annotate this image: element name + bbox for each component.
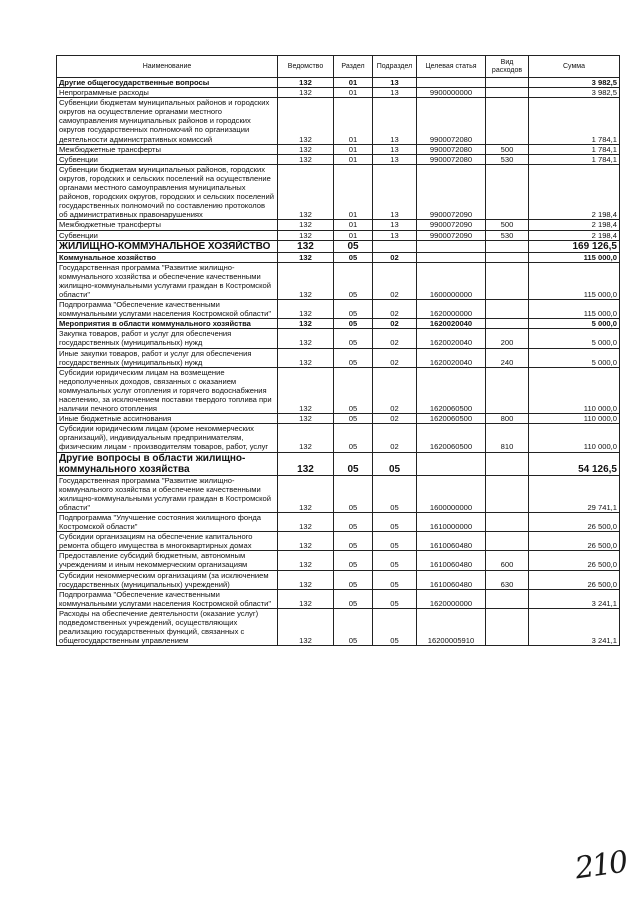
cell-name: Подпрограмма "Обеспечение качественными коммунальными услугами населения Костромской области" <box>57 589 278 608</box>
cell-podrazdel <box>373 240 417 252</box>
cell-vid <box>486 262 529 299</box>
cell-summa: 26 500,0 <box>529 570 620 589</box>
cell-statya <box>417 452 486 475</box>
cell-statya: 1610060480 <box>417 551 486 570</box>
cell-summa: 3 241,1 <box>529 589 620 608</box>
cell-vid <box>486 608 529 645</box>
cell-podrazdel: 05 <box>373 551 417 570</box>
cell-summa: 1 784,1 <box>529 154 620 164</box>
cell-podrazdel: 05 <box>373 475 417 512</box>
cell-vid <box>486 164 529 220</box>
table-row <box>57 88 620 98</box>
cell-name: Государственная программа "Развитие жилищно-коммунального хозяйства и обеспечение качественными жилищно-коммунальными услугами граждан в Костромской области" <box>57 475 278 512</box>
header-vid: Вид расходов <box>486 56 529 78</box>
cell-razdel: 01 <box>334 88 373 98</box>
cell-statya: 1610060480 <box>417 570 486 589</box>
cell-vid: 200 <box>486 329 529 348</box>
cell-podrazdel: 13 <box>373 144 417 154</box>
cell-vid <box>486 319 529 329</box>
cell-summa: 26 500,0 <box>529 551 620 570</box>
cell-vedomstvo: 132 <box>278 551 334 570</box>
cell-name: Иные закупки товаров, работ и услуг для обеспечения государственных (муниципальных) нужд <box>57 348 278 367</box>
cell-razdel: 01 <box>334 154 373 164</box>
cell-vedomstvo: 132 <box>278 608 334 645</box>
cell-razdel: 01 <box>334 144 373 154</box>
cell-statya: 1620020040 <box>417 319 486 329</box>
cell-name: Субсидии юридическим лицам (кроме некоммерческих организаций), индивидуальным предпринимателям, физическим лицам - производителям товаров, работ, услуг <box>57 424 278 452</box>
cell-podrazdel: 02 <box>373 319 417 329</box>
cell-summa: 26 500,0 <box>529 512 620 531</box>
cell-vedomstvo: 132 <box>278 154 334 164</box>
cell-name: Подпрограмма "Обеспечение качественными коммунальными услугами населения Костромской области" <box>57 300 278 319</box>
table-row <box>57 452 620 475</box>
cell-summa: 169 126,5 <box>529 240 620 252</box>
cell-summa: 115 000,0 <box>529 252 620 262</box>
table-row <box>57 220 620 230</box>
cell-vid <box>486 512 529 531</box>
cell-name: Межбюджетные трансферты <box>57 220 278 230</box>
cell-statya: 9900072090 <box>417 230 486 240</box>
cell-vedomstvo: 132 <box>278 164 334 220</box>
cell-podrazdel: 05 <box>373 608 417 645</box>
cell-statya: 9900072080 <box>417 98 486 144</box>
cell-podrazdel: 02 <box>373 348 417 367</box>
header-statya: Целевая статья <box>417 56 486 78</box>
table-row <box>57 367 620 413</box>
cell-vid <box>486 240 529 252</box>
cell-podrazdel: 02 <box>373 329 417 348</box>
cell-name: Подпрограмма "Улучшение состояния жилищного фонда Костромской области" <box>57 512 278 531</box>
cell-vedomstvo: 132 <box>278 329 334 348</box>
cell-summa: 2 198,4 <box>529 230 620 240</box>
table-row <box>57 262 620 299</box>
table-row <box>57 230 620 240</box>
cell-statya: 9900072080 <box>417 144 486 154</box>
cell-name: Расходы на обеспечение деятельности (оказание услуг) подведомственных учреждений, осуществляющих реализацию государственных функций, связанных с общегосударственным управлением <box>57 608 278 645</box>
table-row <box>57 551 620 570</box>
cell-summa: 115 000,0 <box>529 300 620 319</box>
table-row <box>57 164 620 220</box>
header-name: Наименование <box>57 56 278 78</box>
cell-vid <box>486 88 529 98</box>
cell-vedomstvo: 132 <box>278 424 334 452</box>
cell-name: Непрограммные расходы <box>57 88 278 98</box>
cell-vedomstvo: 132 <box>278 230 334 240</box>
cell-summa: 3 241,1 <box>529 608 620 645</box>
cell-podrazdel: 13 <box>373 98 417 144</box>
cell-podrazdel: 05 <box>373 570 417 589</box>
cell-name: Субвенции бюджетам муниципальных районов и городских округов на осуществление органами местного самоуправления муниципальных районов и городских округов государственных полномочий по организации деятельности административных комиссий <box>57 98 278 144</box>
cell-vedomstvo: 132 <box>278 532 334 551</box>
cell-podrazdel: 05 <box>373 512 417 531</box>
cell-podrazdel: 05 <box>373 589 417 608</box>
header-podrazdel: Подраздел <box>373 56 417 78</box>
cell-podrazdel: 13 <box>373 88 417 98</box>
cell-statya <box>417 240 486 252</box>
cell-vid: 530 <box>486 230 529 240</box>
cell-name: Закупка товаров, работ и услуг для обеспечения государственных (муниципальных) нужд <box>57 329 278 348</box>
table-row <box>57 240 620 252</box>
cell-razdel: 05 <box>334 240 373 252</box>
cell-statya: 1620000000 <box>417 300 486 319</box>
cell-vedomstvo: 132 <box>278 300 334 319</box>
table-row <box>57 414 620 424</box>
page-number: 210 <box>572 844 629 887</box>
cell-name: Субвенции <box>57 230 278 240</box>
cell-vid <box>486 252 529 262</box>
cell-razdel: 05 <box>334 512 373 531</box>
cell-podrazdel: 13 <box>373 78 417 88</box>
cell-statya: 1620020040 <box>417 348 486 367</box>
table-row <box>57 252 620 262</box>
cell-vid: 600 <box>486 551 529 570</box>
cell-razdel: 05 <box>334 452 373 475</box>
cell-statya: 1620060500 <box>417 367 486 413</box>
cell-vedomstvo: 132 <box>278 240 334 252</box>
cell-name: Государственная программа "Развитие жилищно-коммунального хозяйства и обеспечение качественными жилищно-коммунальными услугами граждан в Костромской области" <box>57 262 278 299</box>
cell-name: Субсидии юридическим лицам на возмещение недополученных доходов, связанных с оказанием коммунальных услуг отопления и горячего водоснабжения населению, за исключением поставки твердого топлива при наличии печного отопления <box>57 367 278 413</box>
table-row <box>57 154 620 164</box>
cell-name: Другие вопросы в области жилищно-коммунального хозяйства <box>57 452 278 475</box>
cell-razdel: 05 <box>334 424 373 452</box>
cell-summa: 110 000,0 <box>529 367 620 413</box>
cell-statya: 9900000000 <box>417 88 486 98</box>
table-row <box>57 589 620 608</box>
cell-razdel: 05 <box>334 252 373 262</box>
table-row <box>57 424 620 452</box>
cell-statya: 9900072090 <box>417 164 486 220</box>
table-row <box>57 348 620 367</box>
table-row <box>57 319 620 329</box>
cell-vid <box>486 532 529 551</box>
cell-razdel: 05 <box>334 348 373 367</box>
cell-razdel: 05 <box>334 329 373 348</box>
cell-statya: 1610000000 <box>417 512 486 531</box>
cell-summa: 2 198,4 <box>529 220 620 230</box>
table-body <box>57 78 620 646</box>
cell-razdel: 01 <box>334 78 373 88</box>
cell-summa: 3 982,5 <box>529 88 620 98</box>
cell-statya: 1600000000 <box>417 475 486 512</box>
cell-vid <box>486 589 529 608</box>
table-row <box>57 608 620 645</box>
cell-vid <box>486 98 529 144</box>
cell-statya <box>417 252 486 262</box>
cell-statya <box>417 78 486 88</box>
cell-statya: 1620060500 <box>417 424 486 452</box>
cell-razdel: 05 <box>334 589 373 608</box>
cell-name: Межбюджетные трансферты <box>57 144 278 154</box>
cell-razdel: 05 <box>334 475 373 512</box>
cell-name: Субвенции бюджетам муниципальных районов, городских округов, городских и сельских поселений на осуществление органами местного самоуправления муниципальных районов, городских округов, городских и сельских поселений государственных полномочий по составлению протоколов об административных правонарушениях <box>57 164 278 220</box>
cell-razdel: 01 <box>334 220 373 230</box>
cell-podrazdel: 02 <box>373 252 417 262</box>
cell-vedomstvo: 132 <box>278 98 334 144</box>
cell-statya: 9900072080 <box>417 154 486 164</box>
cell-vid: 240 <box>486 348 529 367</box>
cell-vedomstvo: 132 <box>278 252 334 262</box>
table-row <box>57 570 620 589</box>
cell-summa: 115 000,0 <box>529 262 620 299</box>
cell-razdel: 05 <box>334 414 373 424</box>
cell-vid: 810 <box>486 424 529 452</box>
cell-vedomstvo: 132 <box>278 367 334 413</box>
cell-vedomstvo: 132 <box>278 262 334 299</box>
table-row <box>57 475 620 512</box>
cell-podrazdel: 05 <box>373 452 417 475</box>
cell-summa: 54 126,5 <box>529 452 620 475</box>
cell-statya: 1620020040 <box>417 329 486 348</box>
cell-summa: 110 000,0 <box>529 414 620 424</box>
cell-vedomstvo: 132 <box>278 452 334 475</box>
cell-vid <box>486 475 529 512</box>
cell-razdel: 01 <box>334 230 373 240</box>
cell-vid <box>486 300 529 319</box>
table-header <box>57 56 620 78</box>
cell-summa: 1 784,1 <box>529 144 620 154</box>
cell-name: Субсидии организациям на обеспечение капитального ремонта общего имущества в многоквартирных домах <box>57 532 278 551</box>
table-row <box>57 329 620 348</box>
cell-vid: 800 <box>486 414 529 424</box>
table-row <box>57 98 620 144</box>
cell-statya: 1620060500 <box>417 414 486 424</box>
cell-vedomstvo: 132 <box>278 144 334 154</box>
cell-statya: 1610060480 <box>417 532 486 551</box>
cell-podrazdel: 13 <box>373 220 417 230</box>
cell-statya: 1600000000 <box>417 262 486 299</box>
cell-vedomstvo: 132 <box>278 512 334 531</box>
table-row <box>57 78 620 88</box>
cell-vid <box>486 78 529 88</box>
header-summa: Сумма <box>529 56 620 78</box>
cell-summa: 5 000,0 <box>529 348 620 367</box>
cell-name: Другие общегосударственные вопросы <box>57 78 278 88</box>
cell-razdel: 05 <box>334 551 373 570</box>
cell-razdel: 01 <box>334 98 373 144</box>
table-row <box>57 300 620 319</box>
cell-summa: 3 982,5 <box>529 78 620 88</box>
budget-table <box>56 55 620 646</box>
cell-razdel: 05 <box>334 532 373 551</box>
cell-podrazdel: 02 <box>373 262 417 299</box>
cell-name: Субсидии некоммерческим организациям (за исключением государственных (муниципальных) учреждений) <box>57 570 278 589</box>
header-razdel: Раздел <box>334 56 373 78</box>
cell-vedomstvo: 132 <box>278 348 334 367</box>
cell-podrazdel: 05 <box>373 532 417 551</box>
cell-podrazdel: 02 <box>373 300 417 319</box>
table-row <box>57 512 620 531</box>
cell-razdel: 05 <box>334 367 373 413</box>
cell-name: Коммунальное хозяйство <box>57 252 278 262</box>
cell-summa: 5 000,0 <box>529 319 620 329</box>
cell-vedomstvo: 132 <box>278 475 334 512</box>
cell-vedomstvo: 132 <box>278 319 334 329</box>
cell-name: ЖИЛИЩНО-КОММУНАЛЬНОЕ ХОЗЯЙСТВО <box>57 240 278 252</box>
cell-name: Мероприятия в области коммунального хозяйства <box>57 319 278 329</box>
cell-vedomstvo: 132 <box>278 88 334 98</box>
cell-razdel: 05 <box>334 262 373 299</box>
cell-podrazdel: 02 <box>373 414 417 424</box>
cell-razdel: 01 <box>334 164 373 220</box>
cell-summa: 29 741,1 <box>529 475 620 512</box>
cell-vid: 630 <box>486 570 529 589</box>
cell-vid: 500 <box>486 144 529 154</box>
cell-summa: 1 784,1 <box>529 98 620 144</box>
cell-vid <box>486 452 529 475</box>
table-row <box>57 532 620 551</box>
cell-podrazdel: 02 <box>373 367 417 413</box>
cell-statya: 1620000000 <box>417 589 486 608</box>
cell-podrazdel: 02 <box>373 424 417 452</box>
cell-razdel: 05 <box>334 570 373 589</box>
cell-summa: 110 000,0 <box>529 424 620 452</box>
cell-summa: 2 198,4 <box>529 164 620 220</box>
cell-name: Иные бюджетные ассигнования <box>57 414 278 424</box>
cell-razdel: 05 <box>334 319 373 329</box>
cell-podrazdel: 13 <box>373 164 417 220</box>
cell-vedomstvo: 132 <box>278 220 334 230</box>
cell-vedomstvo: 132 <box>278 414 334 424</box>
cell-vedomstvo: 132 <box>278 78 334 88</box>
cell-vedomstvo: 132 <box>278 570 334 589</box>
cell-statya: 9900072090 <box>417 220 486 230</box>
cell-vid: 530 <box>486 154 529 164</box>
cell-name: Субвенции <box>57 154 278 164</box>
cell-summa: 5 000,0 <box>529 329 620 348</box>
cell-vedomstvo: 132 <box>278 589 334 608</box>
cell-razdel: 05 <box>334 608 373 645</box>
cell-podrazdel: 13 <box>373 154 417 164</box>
table-row <box>57 144 620 154</box>
cell-razdel: 05 <box>334 300 373 319</box>
cell-vid <box>486 367 529 413</box>
header-vedomstvo: Ведомство <box>278 56 334 78</box>
cell-name: Предоставление субсидий бюджетным, автономным учреждениям и иным некоммерческим организациям <box>57 551 278 570</box>
cell-statya: 16200005910 <box>417 608 486 645</box>
cell-podrazdel: 13 <box>373 230 417 240</box>
cell-vid: 500 <box>486 220 529 230</box>
cell-summa: 26 500,0 <box>529 532 620 551</box>
